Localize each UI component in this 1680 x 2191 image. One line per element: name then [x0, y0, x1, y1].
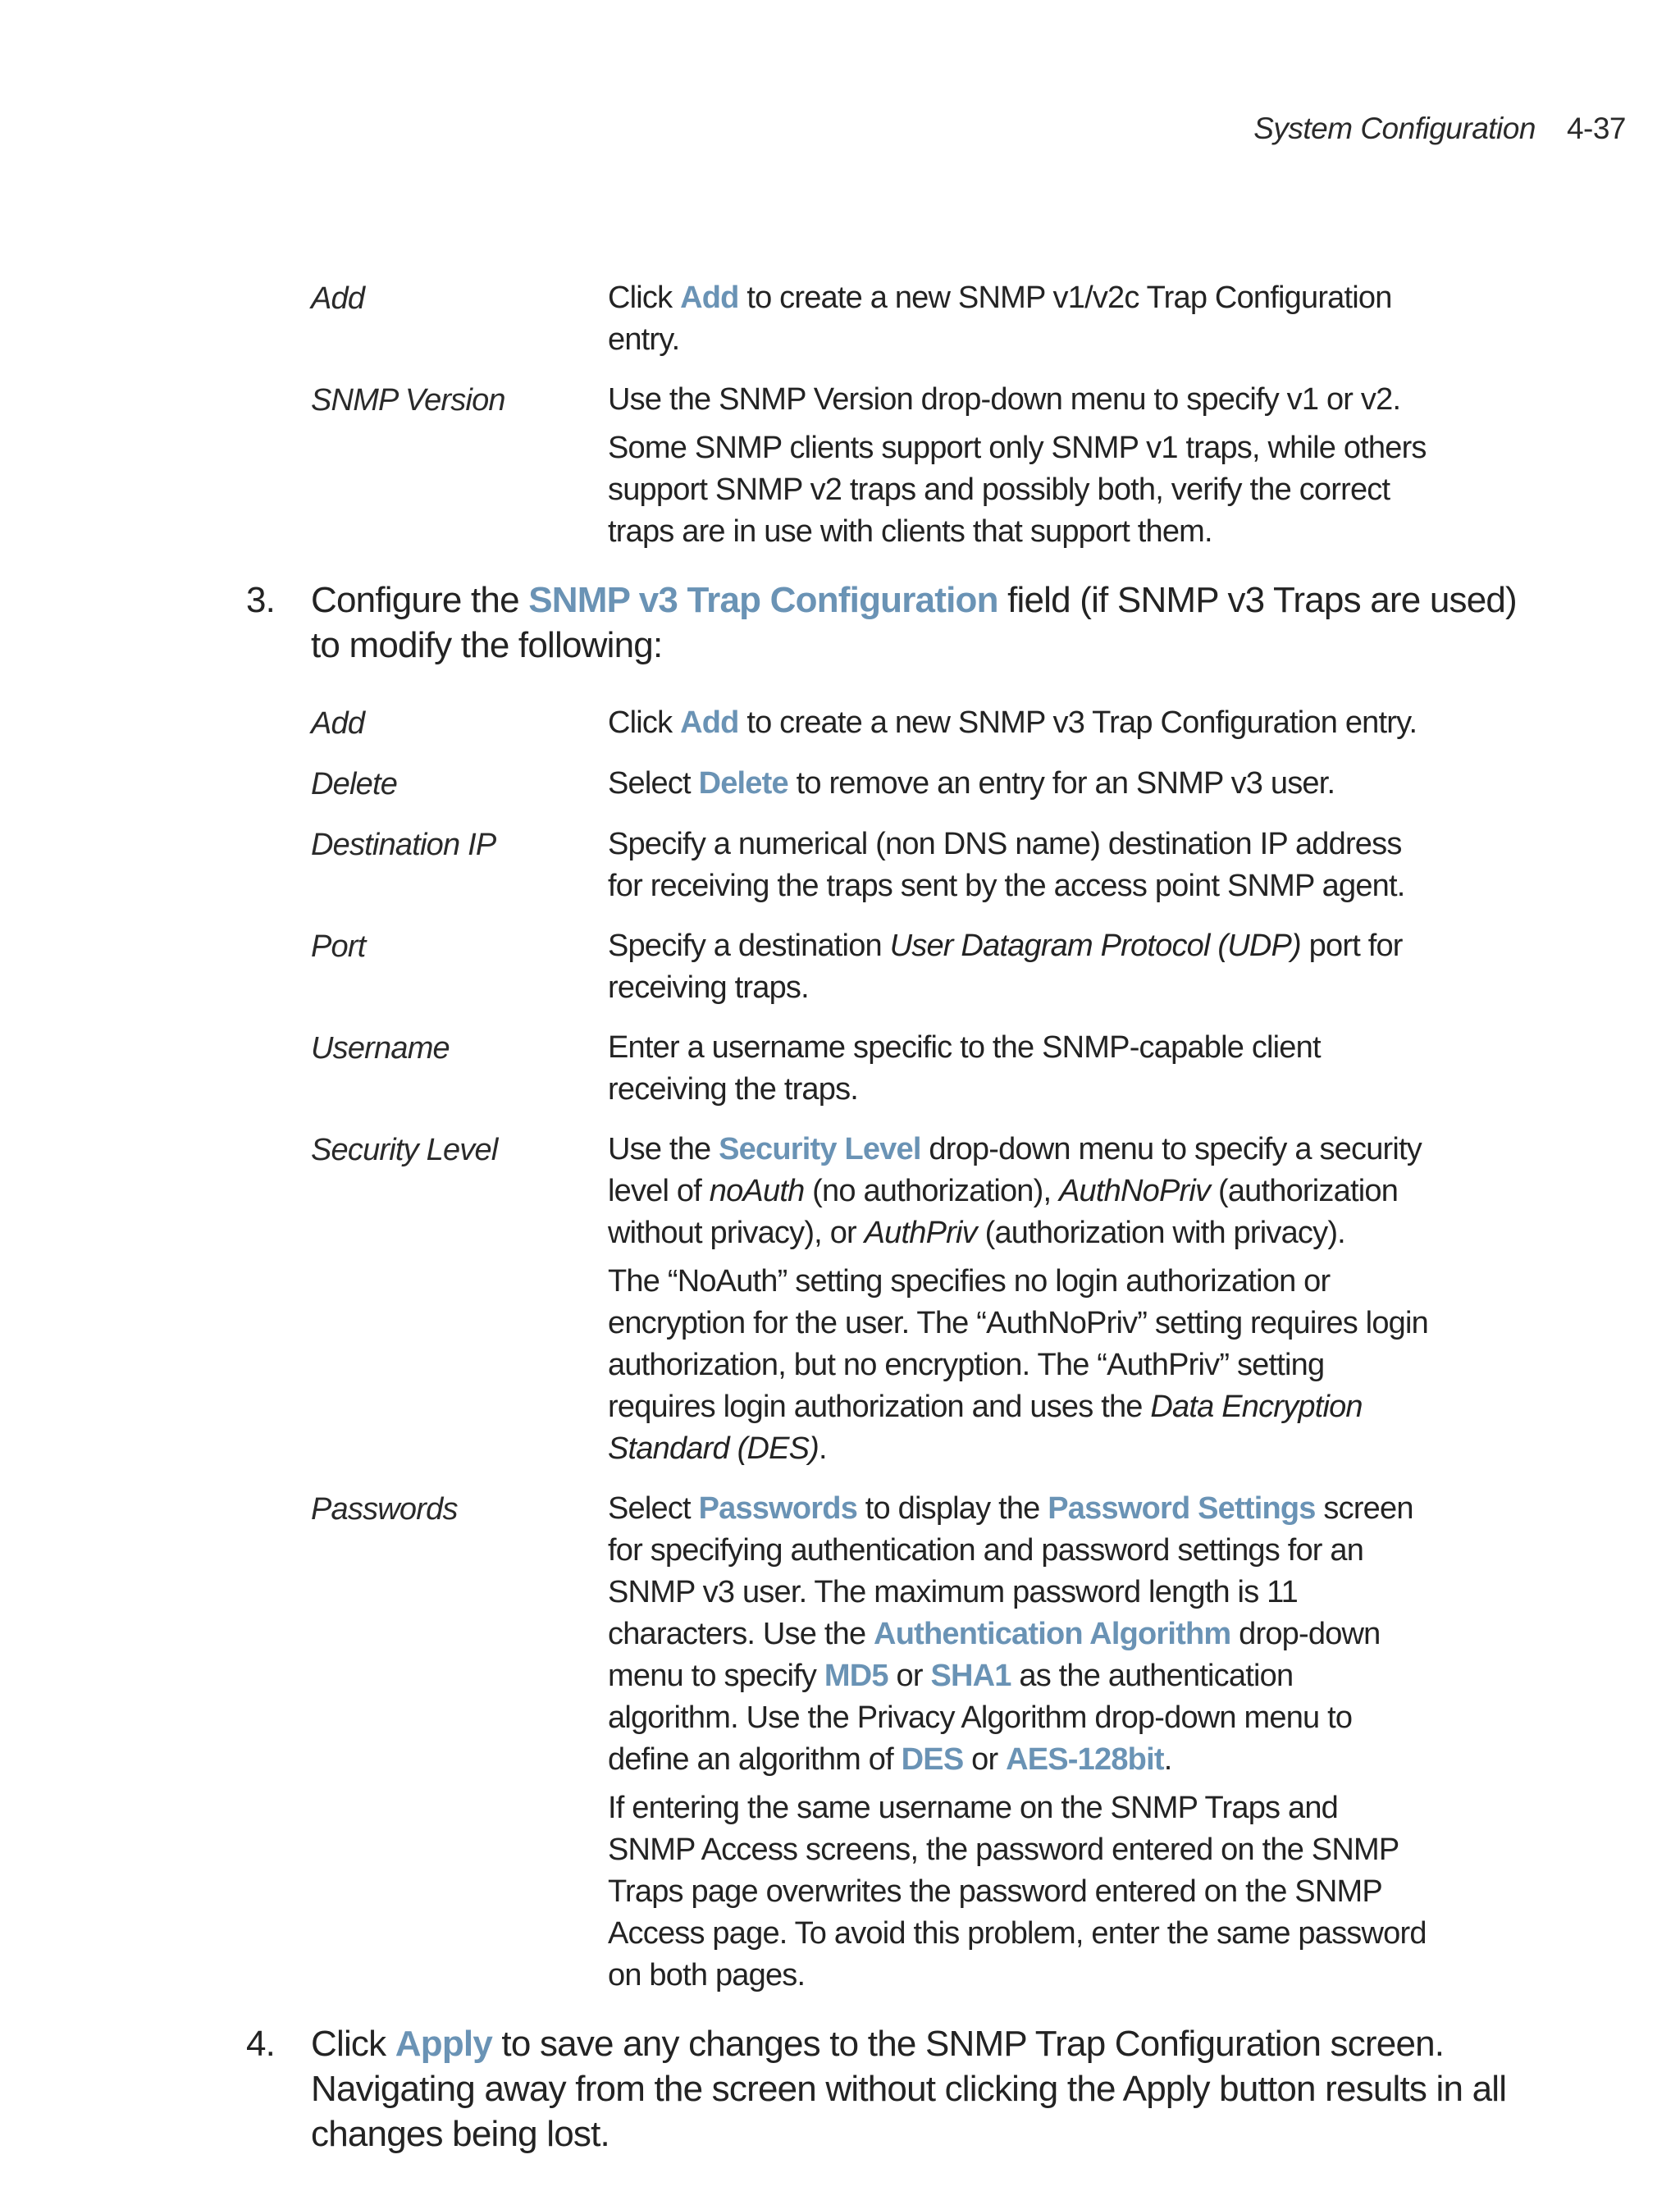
field-description [608, 763, 1428, 805]
description-paragraph [608, 925, 1428, 1009]
description-paragraph [608, 824, 1428, 907]
text-run: . [1163, 1742, 1172, 1777]
ui-term-highlight: AES-128bit [1006, 1742, 1164, 1777]
ui-term-highlight: DES [901, 1742, 964, 1777]
step-3 [246, 577, 1542, 668]
ui-term-highlight: Apply [395, 2024, 492, 2064]
text-run: (authorization with privacy). [976, 1216, 1345, 1250]
field-definition-row [311, 925, 1509, 1009]
field-description [608, 277, 1428, 361]
ui-term-highlight: Security Level [719, 1132, 921, 1166]
description-paragraph [608, 1129, 1428, 1254]
text-run: Use the [608, 1132, 719, 1166]
italic-term: User Datagram Protocol (UDP) [889, 929, 1301, 963]
field-term: Security Level [311, 1133, 498, 1167]
ui-term-highlight: Password Settings [1048, 1491, 1316, 1526]
text-run: to display the [857, 1491, 1048, 1526]
text-run: Enter a username specific to the SNMP-capable client receiving the traps. [608, 1030, 1321, 1107]
field-term: Username [311, 1031, 450, 1066]
italic-term: Data Encryption Standard (DES) [608, 1390, 1363, 1466]
text-run: to save any changes to the SNMP Trap Configuration screen. Navigating away from the screen without clicking the Apply button results in all changes being lost. [311, 2024, 1507, 2154]
text-run: Some SNMP clients support only SNMP v1 traps, while others support SNMP v2 traps and possibly both, verify the correct traps are in use with clients that support them. [608, 431, 1427, 549]
field-description [608, 1027, 1428, 1111]
snmp-v3-field-list [311, 702, 1509, 1997]
text-run: Select [608, 1491, 699, 1526]
ui-term-highlight: Add [680, 281, 739, 315]
field-description [608, 1129, 1428, 1470]
description-paragraph [608, 1027, 1428, 1111]
text-run: Specify a numerical (non DNS name) destination IP address for receiving the traps sent by the access point SNMP agent. [608, 827, 1405, 903]
field-definition-row [311, 824, 1509, 907]
description-paragraph [608, 1488, 1428, 1781]
text-run: Select [608, 766, 699, 801]
text-run: Use the SNMP Version drop-down menu to specify v1 or v2. [608, 382, 1401, 417]
step-number: 4. [246, 2024, 276, 2064]
snmp-v1-v2c-field-list [311, 277, 1509, 553]
text-run: Configure the [311, 580, 529, 620]
field-definition-row [311, 1488, 1509, 1997]
text-run: or [963, 1742, 1007, 1777]
ui-term-highlight: Delete [698, 766, 788, 801]
field-description [608, 925, 1428, 1009]
step-4 [246, 2021, 1542, 2157]
ui-term-highlight: SNMP v3 Trap Configuration [528, 580, 998, 620]
running-header [1253, 112, 1626, 146]
ui-term-highlight: Authentication Algorithm [874, 1617, 1231, 1651]
field-term: SNMP Version [311, 383, 505, 418]
description-paragraph [608, 277, 1428, 361]
section-title: System Configuration [1253, 112, 1536, 145]
field-definition-row [311, 277, 1509, 361]
step-text [311, 2021, 1541, 2157]
text-run: screen for specifying authentication and password settings for an SNMP v3 user. The maximum password length is 11 characters. Use the [608, 1491, 1413, 1651]
ui-term-highlight: Passwords [698, 1491, 858, 1526]
field-definition-row [311, 763, 1509, 806]
text-run: to create a new SNMP v1/v2c Trap Configuration entry. [608, 281, 1392, 357]
field-term: Add [311, 281, 365, 316]
field-description [608, 1488, 1428, 1997]
text-run: drop-down menu to specify [608, 1617, 1381, 1693]
field-term: Passwords [311, 1492, 458, 1527]
step-number: 3. [246, 580, 276, 620]
text-run: field (if SNMP v3 Traps are used) to modify the following: [311, 580, 1517, 665]
description-paragraph [608, 763, 1428, 805]
text-run: port for receiving traps. [608, 929, 1403, 1005]
text-run: to create a new SNMP v3 Trap Configuration entry. [738, 705, 1418, 740]
step-text [311, 577, 1541, 668]
description-paragraph [608, 1787, 1428, 1997]
field-definition-row [311, 1129, 1509, 1470]
italic-term: noAuth [709, 1174, 805, 1208]
description-paragraph [608, 1261, 1428, 1470]
field-description [608, 702, 1428, 744]
field-term: Delete [311, 767, 398, 801]
field-definition-row [311, 702, 1509, 745]
ui-term-highlight: Add [680, 705, 739, 740]
field-description [608, 379, 1428, 553]
page-number: 4-37 [1566, 112, 1626, 145]
description-paragraph [608, 379, 1428, 421]
text-run: The “NoAuth” setting specifies no login authorization or encryption for the user. The “AuthNoPriv” setting requires login authorization, but no encryption. The “AuthPriv” setting requires login authorization and uses the [608, 1264, 1428, 1424]
text-run: (authorization without privacy), or [608, 1174, 1399, 1250]
text-run: Click [608, 281, 681, 315]
text-run: drop-down menu to specify a security level of [608, 1132, 1422, 1208]
italic-term: AuthNoPriv [1059, 1174, 1211, 1208]
text-run: as the authentication algorithm. Use the Privacy Algorithm drop-down menu to define an algorithm of [608, 1659, 1353, 1777]
field-description [608, 824, 1428, 907]
text-run: Click [608, 705, 681, 740]
description-paragraph [608, 702, 1428, 744]
field-definition-row [311, 379, 1509, 553]
text-run: . [819, 1431, 827, 1466]
text-run: to remove an entry for an SNMP v3 user. [788, 766, 1335, 801]
italic-term: AuthPriv [864, 1216, 977, 1250]
text-run: If entering the same username on the SNMP Traps and SNMP Access screens, the password entered on the SNMP Traps page overwrites the password entered on the SNMP Access page. To avoid this problem, enter the same password on both pages. [608, 1791, 1427, 1992]
description-paragraph [608, 427, 1428, 553]
text-run: Click [311, 2024, 395, 2064]
field-definition-row [311, 1027, 1509, 1111]
ui-term-highlight: SHA1 [930, 1659, 1011, 1693]
field-term: Destination IP [311, 828, 496, 862]
page-content [246, 277, 1559, 2191]
text-run: (no authorization), [804, 1174, 1060, 1208]
field-term: Add [311, 706, 365, 741]
ui-term-highlight: MD5 [824, 1659, 888, 1693]
field-term: Port [311, 929, 366, 964]
text-run: Specify a destination [608, 929, 890, 963]
text-run: or [888, 1659, 931, 1693]
